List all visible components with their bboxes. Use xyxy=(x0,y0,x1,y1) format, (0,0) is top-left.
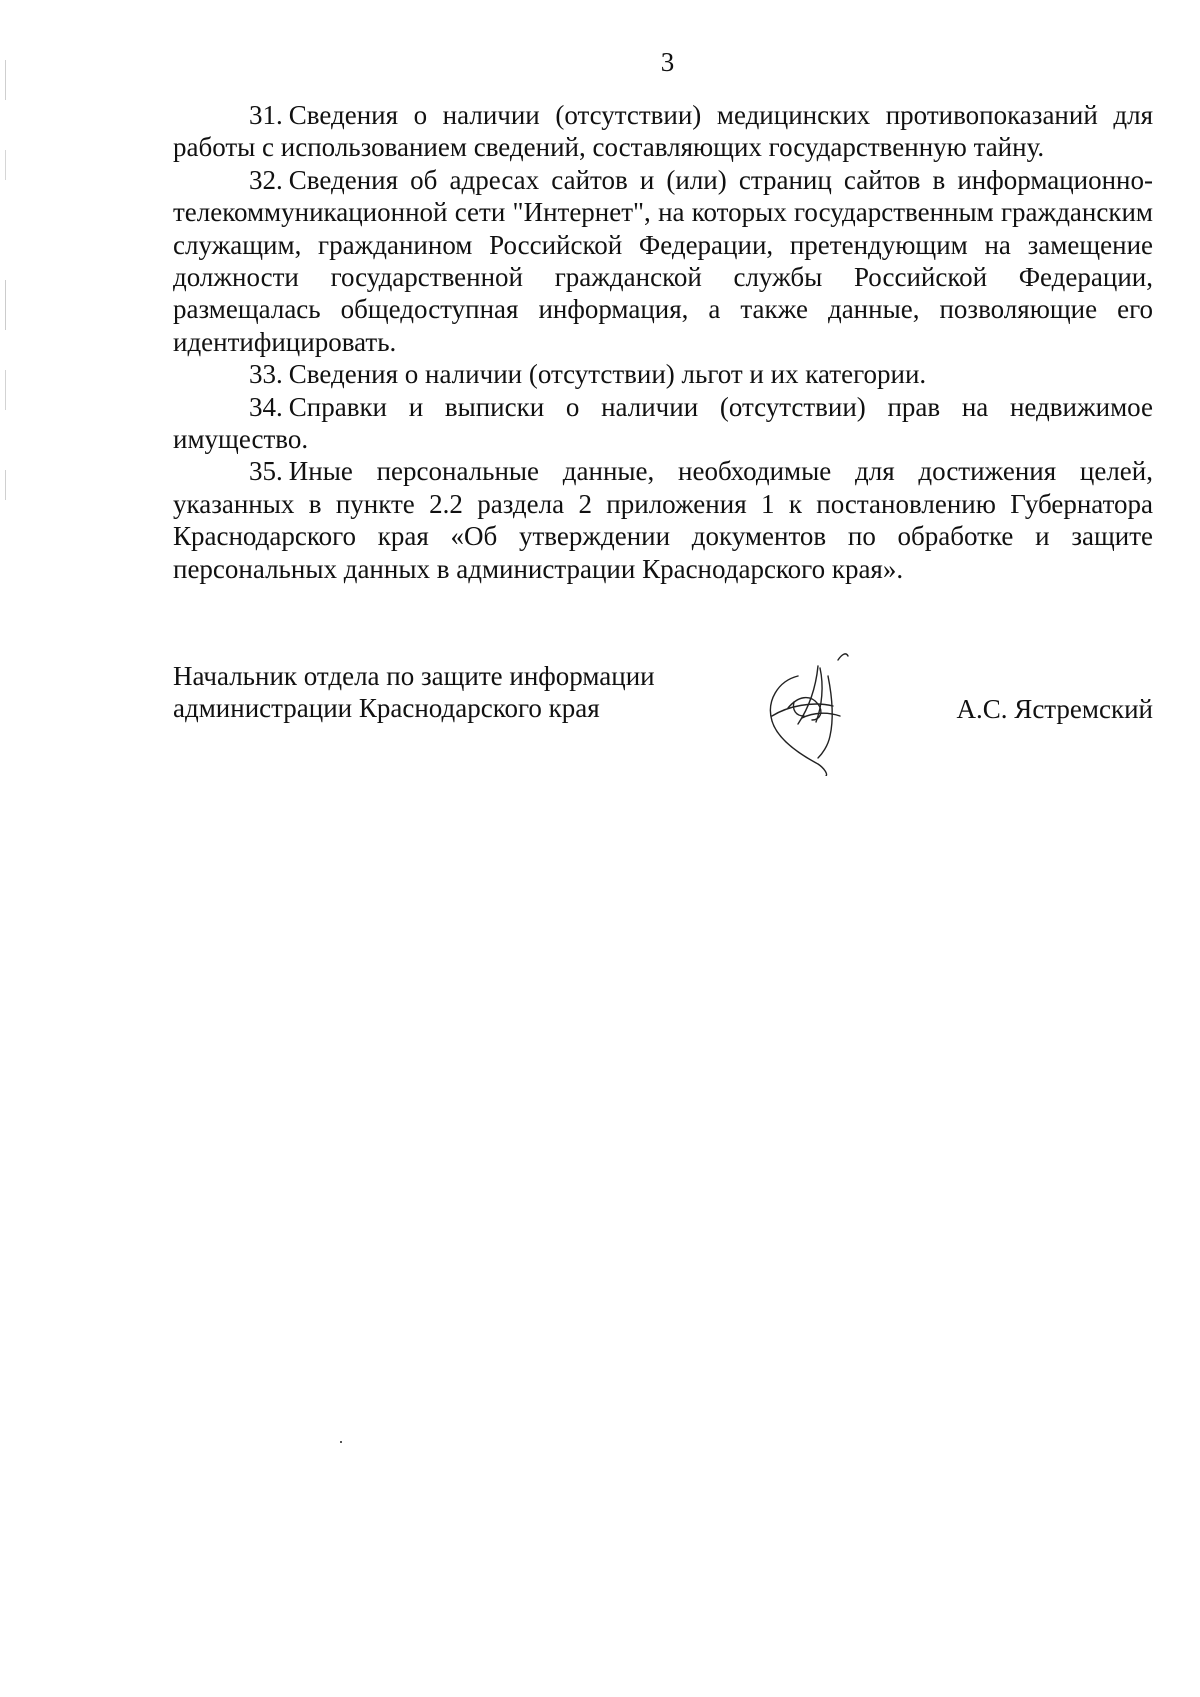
paragraph-34 xyxy=(173,391,1153,456)
paragraph-33 xyxy=(173,358,1153,390)
paragraph-text: Иные персональные данные, необходимые для достижения целей, указанных в пункте 2.2 раздела 2 приложения 1 к постановлению Губернатора Краснодарского края «Об утверждении документов по обработке и защите персональных данных в администрации Краснодарского края». xyxy=(173,456,1153,584)
signature-block xyxy=(173,660,1153,780)
signatory-title-line-2: администрации Краснодарского края xyxy=(173,693,600,724)
paragraph-31 xyxy=(173,99,1153,164)
signatory-title-line-1: Начальник отдела по защите информации xyxy=(173,661,655,691)
signatory-title xyxy=(173,660,733,725)
paragraph-text: Сведения о наличии (отсутствии) льгот и их категории. xyxy=(288,359,927,390)
paragraph-number: 33. xyxy=(249,359,283,390)
paragraph-number: 35. xyxy=(249,456,283,487)
scan-edge-marks xyxy=(4,40,7,560)
handwritten-signature-icon xyxy=(758,646,868,776)
paragraph-text: Справки и выписки о наличии (отсутствии) прав на недвижимое имущество. xyxy=(173,391,1153,455)
paragraph-number: 31. xyxy=(249,100,283,130)
paragraph-32 xyxy=(173,164,1153,358)
paragraph-35 xyxy=(173,455,1153,585)
document-body xyxy=(173,99,1153,585)
scan-speck xyxy=(340,1441,342,1443)
paragraph-text: Сведения об адресах сайтов и (или) страниц сайтов в информационно-телекоммуникационной сети "Интернет", на которых государственным гражданским служащим, гражданином Российской Федерации, претендующим на замещение должности государственной гражданской службы Российской Федерации, размещалась общедоступная информация, а также данные, позволяющие его идентифицировать. xyxy=(173,164,1153,357)
page-number: 3 xyxy=(660,47,675,77)
paragraph-number: 34. xyxy=(249,391,283,422)
paragraph-number: 32. xyxy=(249,164,283,195)
paragraph-text: Сведения о наличии (отсутствии) медицинских противопоказаний для работы с использованием сведений, составляющих государственную тайну. xyxy=(173,100,1153,163)
signatory-name: А.С. Ястремский xyxy=(956,694,1153,724)
